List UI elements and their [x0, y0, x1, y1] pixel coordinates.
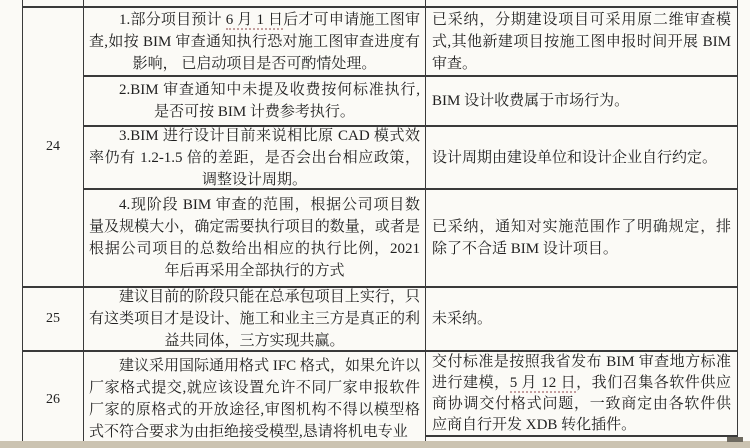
row-number: 25 [46, 311, 60, 326]
question-text: 建议采用国际通用格式 IFC 格式，如果允许以厂家格式提交,就应该设置允许不同厂家申报软件厂家的原格式的开放途径,审图机构不得以模型格式不符合要求为由拒绝接受模型,恳请将机电专业 [89, 358, 420, 440]
feedback-table [22, 0, 738, 448]
answer-text: 设计周期由建设单位和设计企业自行约定。 [432, 149, 718, 166]
table-row-partial-top [23, 0, 737, 8]
answer-cell [426, 77, 737, 125]
table-subrow-4 [84, 190, 737, 286]
question-cell [84, 190, 426, 286]
answer-text-part: 交付标准是按照我省发布 BIM 审查地方标准进行建模， [432, 353, 731, 391]
table-subrow-2 [84, 77, 737, 127]
screenshot-bottom-strip [0, 441, 750, 448]
question-text: 3.BIM 进行设计目前来说相比原 CAD 模式效率仍有 1.2-1.5 倍的差距，是否会出台相应政策，调整设计周期。 [89, 127, 420, 188]
question-text [84, 9, 425, 75]
table-row-26 [23, 352, 737, 448]
answer-text-part: ，我们召集各软件供应商协调交付格式问题，一致商定由各软件供应商自行开发 XDB 转化插件。 [432, 374, 731, 433]
proofing-underlined-text: 5 月 12 日 [509, 374, 577, 391]
table-row-24 [23, 8, 737, 288]
answer-text: 已采纳，通知对实施范围作了明确规定，排除了不合适 BIM 设计项目。 [432, 219, 731, 257]
answer-cell [426, 352, 737, 437]
answer-cell [426, 288, 737, 350]
answer-cell [426, 127, 737, 188]
row-number-cell [23, 8, 84, 286]
question-cell [84, 77, 426, 125]
row-number: 26 [46, 392, 60, 407]
table-subrow-3 [84, 127, 737, 190]
question-text: 2.BIM 审查通知中未提及收费按何标准执行,是否可按 BIM 计费参考执行。 [119, 82, 420, 120]
row-number-cell [23, 0, 84, 6]
question-text-part: 1.部分项目预计 [119, 11, 226, 28]
row-number-cell [23, 352, 84, 448]
question-cell [84, 8, 426, 75]
proofing-underlined-text: 6 月 1 日 [225, 11, 284, 28]
table-row-25 [23, 288, 737, 352]
answer-text: 未采纳。 [432, 311, 493, 327]
answer-text: 已采纳，分期建设项目可采用原二维审查模式,其他新建项目按施工图申报时间开展 BIM 审查。 [432, 11, 731, 72]
question-cell [84, 127, 426, 188]
answer-cell [426, 0, 737, 6]
answer-cell [426, 8, 737, 75]
row-number-cell [23, 288, 84, 350]
question-cell [84, 0, 426, 6]
question-text: 建议目前的阶段只能在总承包项目上实行，只有这类项目才是设计、施工和业主三方是真正的利益共同体，三方实现共赢。 [89, 289, 420, 349]
row-24-subrows [84, 8, 737, 286]
answer-text [426, 352, 737, 436]
answer-cell [426, 190, 737, 286]
question-cell [84, 288, 426, 350]
row-number: 24 [46, 139, 60, 154]
question-text-part: 后才可申请施工图审查,如按 BIM 审查通知执行恐对施工图审查进度有影响， 已启动项目是否可酌情处理。 [89, 11, 420, 72]
question-text: 4.现阶段 BIM 审查的范围，根据公司项目数量及规模大小，确定需要执行项目的数量，或者是根据公司项目的总数给出相应的执行比例，2021 年后再采用全部执行的方式 [89, 197, 420, 279]
scan-artifact-mark [727, 437, 743, 442]
answer-text: BIM 设计收费属于市场行为。 [432, 93, 630, 109]
question-cell [84, 352, 426, 448]
table-subrow-1 [84, 8, 737, 77]
